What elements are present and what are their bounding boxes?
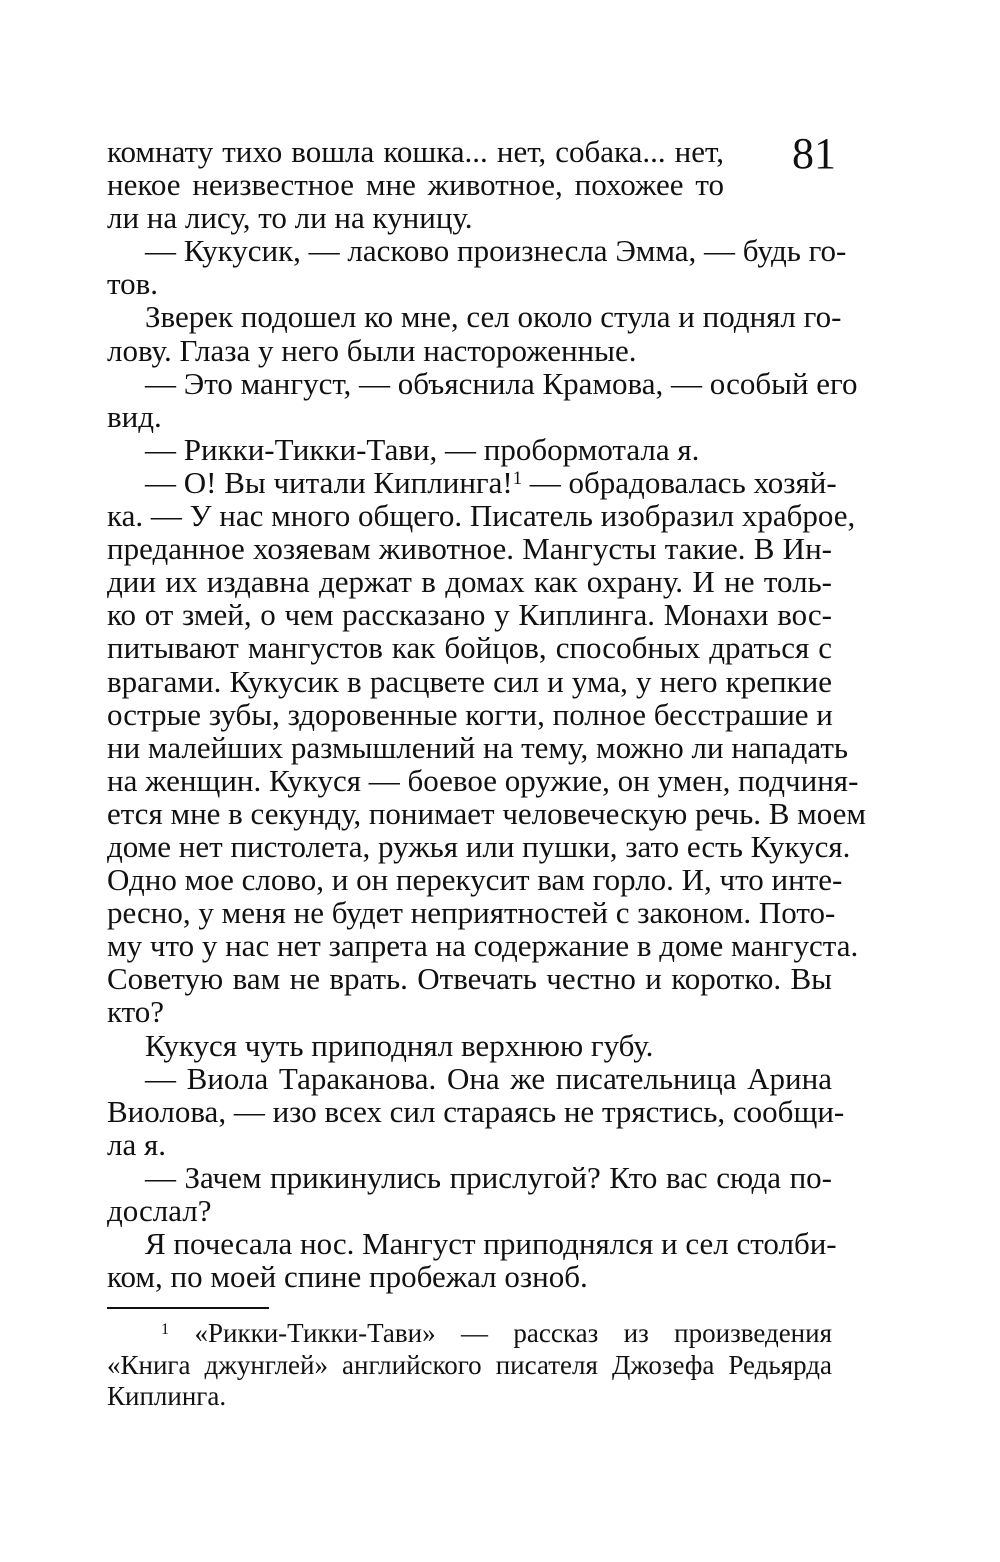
text-line-start: — О! Вы читали Киплинга! [145,464,513,500]
text-line: доме нет пистолета, ружья или пушки, зато есть Кукуся. [107,828,851,864]
text-line: острые зубы, здоровенные когти, полное бесстрашие и [107,696,833,732]
text-line: ла я. [107,1126,166,1162]
text-line: — Зачем прикинулись прислугой? Кто вас сюда по- [145,1159,832,1195]
text-line: ется мне в секунду, понимает человеческую речь. В моем [107,795,867,831]
footnote-line: Киплинга. [107,1381,227,1411]
footnote [107,1318,832,1413]
text-line: — Это мангуст, — объяснила Крамова, — особый его [145,365,858,401]
text-line: дослал? [107,1193,212,1228]
text-line: Кукуся чуть приподнял верхнюю губу. [145,1027,654,1063]
text-line-end: — обрадовалась хозяй- [522,464,837,500]
text-line: питывают мангустов как бойцов, способных драться с [107,630,832,666]
text-line: Одно мое слово, и он перекусит вам горло. И, что инте- [107,862,843,898]
text-line: дии их издавна держат в домах как охрану. И не толь- [107,564,832,600]
text-line: врагами. Кукусик в расцвете сил и ума, у него крепкие [107,663,832,699]
text-line: вид. [107,398,162,434]
footnote-text: «Рикки-Тикки-Тави» — рассказ из произведения [169,1318,832,1348]
text-line: — Кукусик, — ласково произнесла Эмма, — будь го- [145,233,847,269]
footnote-line [107,1318,832,1350]
footnote-divider [107,1307,269,1309]
text-line: комнату тихо вошла кошка... нет, собака... нет, [107,134,724,169]
text-line: некое неизвестное мне животное, похожее то [107,167,724,203]
body-text [107,134,867,1295]
text-line: преданное хозяевам животное. Мангусты такие. В Ин- [107,531,832,567]
text-line: Зверек подошел ко мне, сел около стула и поднял го- [145,299,842,335]
text-line: му что у нас нет запрета на содержание в доме мангуста. [107,928,859,964]
text-line: на женщин. Кукуся — боевое оружие, он умен, подчиня- [107,762,859,798]
footnote-mark: 1 [161,1320,170,1338]
text-line: — Рикки-Тикки-Тави, — пробормотала я. [145,431,700,467]
text-line: ко от змей, о чем рассказано у Киплинга. Монахи вос- [107,597,832,633]
text-line: ресно, у меня не будет неприятностей с законом. Пото- [107,895,836,931]
text-line: — Виола Тараканова. Она же писательница Арина [145,1060,832,1096]
text-line: Я почесала нос. Мангуст приподнялся и сел столби- [145,1226,837,1262]
text-line: ком, по моей спине пробежал озноб. [107,1259,588,1295]
text-line: кто? [107,994,165,1030]
text-line [107,464,837,500]
footnote-line: «Книга джунглей» английского писателя Джозефа Редьярда [107,1349,832,1380]
text-line: лову. Глаза у него были настороженные. [107,332,637,368]
text-line: Советую вам не врать. Отвечать честно и коротко. Вы [107,961,832,997]
text-line: ка. — У нас много общего. Писатель изобразил храброе, [107,498,856,534]
page-number: 81 [792,129,836,178]
text-line: тов. [107,266,159,302]
footnote-reference: 1 [512,467,523,489]
text-line: Виолова, — изо всех сил стараясь не трястись, сообщи- [107,1093,845,1129]
text-line: ни малейших размышлений на тему, можно ли нападать [107,729,849,765]
text-line: ли на лису, то ли на куницу. [107,200,473,236]
